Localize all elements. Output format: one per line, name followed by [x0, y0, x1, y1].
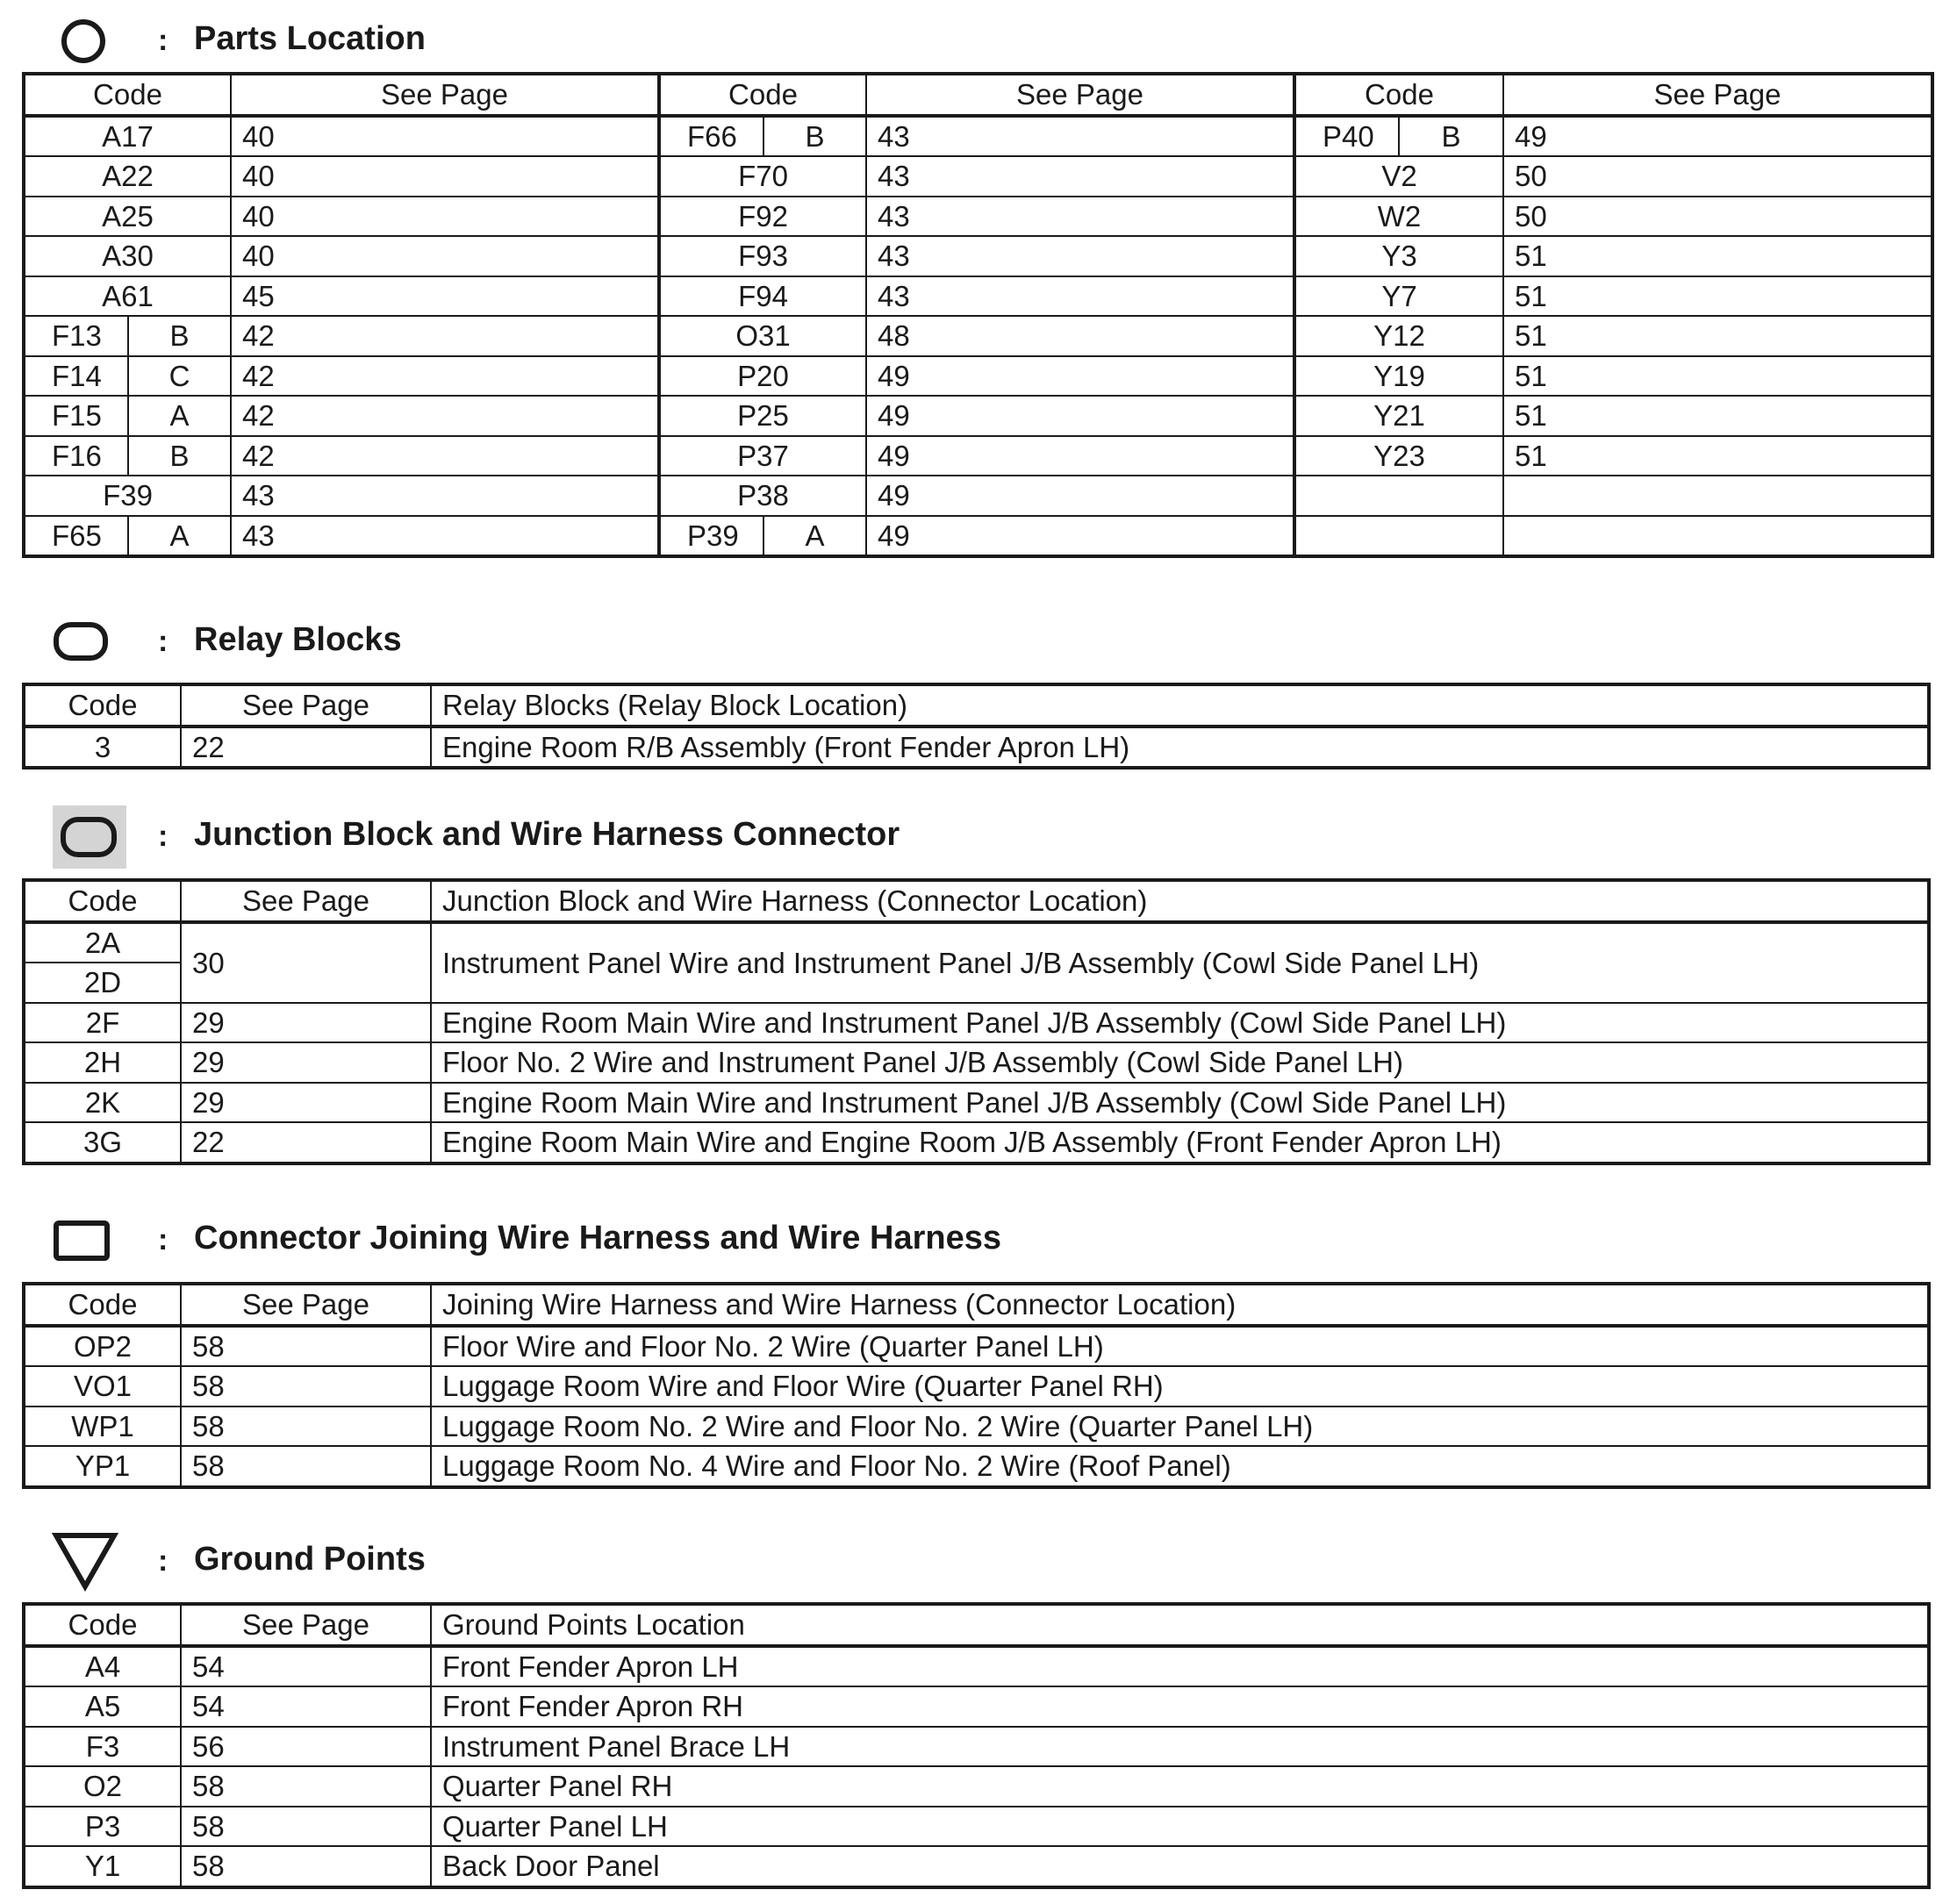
table-header-row — [24, 880, 1929, 922]
page-cell: 43 — [866, 116, 1294, 157]
connector-heading — [0, 1204, 1957, 1274]
parts-location-heading — [0, 4, 1957, 75]
table-row — [24, 1446, 1929, 1487]
page-cell: 51 — [1503, 316, 1932, 356]
code-value: F13 — [25, 317, 129, 355]
header-code: Code — [1294, 74, 1503, 116]
code-suffix: B — [169, 319, 190, 353]
description-cell: Luggage Room No. 4 Wire and Floor No. 2 Wire (Roof Panel) — [431, 1446, 1929, 1487]
code-cell: Y12 — [1294, 316, 1503, 356]
page-cell: 40 — [231, 116, 659, 157]
code-split — [661, 118, 865, 156]
code-cell: 2F — [24, 1003, 181, 1043]
table-row — [24, 1727, 1929, 1767]
table-row — [24, 1807, 1929, 1847]
relay-blocks-table — [22, 683, 1931, 769]
code-cell — [659, 116, 866, 157]
page-cell: 50 — [1503, 156, 1932, 197]
header-see-page: See Page — [866, 74, 1294, 116]
table-row — [24, 922, 1929, 963]
code-suffix: B — [169, 439, 190, 472]
table-header-row — [24, 1284, 1929, 1326]
code-split — [25, 317, 230, 355]
triangle-icon — [51, 1530, 119, 1592]
page-cell: 58 — [181, 1846, 431, 1887]
code-cell — [24, 516, 231, 557]
page-cell: 40 — [231, 236, 659, 276]
shaded-rounded-rect-icon — [60, 816, 118, 858]
code-cell: Y19 — [1294, 356, 1503, 397]
page-cell: 22 — [181, 727, 431, 769]
table-row — [24, 476, 1932, 516]
table-row — [24, 727, 1929, 769]
junction-block-table — [22, 878, 1931, 1165]
code-cell: A17 — [24, 116, 231, 157]
code-suffix: A — [169, 519, 190, 552]
table-row — [24, 1407, 1929, 1447]
code-cell: A22 — [24, 156, 231, 197]
header-description: Ground Points Location — [431, 1604, 1929, 1646]
table-row — [24, 1003, 1929, 1043]
description-cell: Front Fender Apron RH — [431, 1686, 1929, 1727]
code-cell: VO1 — [24, 1366, 181, 1407]
relay-blocks-heading — [0, 605, 1957, 676]
page-cell — [1503, 476, 1932, 516]
code-suffix: A — [805, 519, 825, 552]
description-cell: Front Fender Apron LH — [431, 1646, 1929, 1687]
page-cell: 43 — [866, 276, 1294, 317]
table-row — [24, 1042, 1929, 1083]
description-cell: Engine Room Main Wire and Instrument Panel J/B Assembly (Cowl Side Panel LH) — [431, 1083, 1929, 1123]
heading-colon: : — [158, 1544, 168, 1578]
page-cell: 50 — [1503, 197, 1932, 237]
heading-colon: : — [158, 24, 168, 57]
code-cell: A4 — [24, 1646, 181, 1687]
circle-icon — [60, 18, 107, 65]
code-cell: A5 — [24, 1686, 181, 1727]
code-split — [25, 517, 230, 555]
code-cell: YP1 — [24, 1446, 181, 1487]
page-cell: 49 — [866, 356, 1294, 397]
ground-points-heading — [0, 1525, 1957, 1595]
description-cell: Luggage Room No. 2 Wire and Floor No. 2 Wire (Quarter Panel LH) — [431, 1407, 1929, 1447]
table-header-row — [24, 74, 1932, 116]
header-see-page: See Page — [181, 1604, 431, 1646]
page-cell: 40 — [231, 197, 659, 237]
description-cell: Back Door Panel — [431, 1846, 1929, 1887]
page-cell: 58 — [181, 1807, 431, 1847]
description-cell: Engine Room Main Wire and Engine Room J/B Assembly (Front Fender Apron LH) — [431, 1122, 1929, 1163]
description-cell: Engine Room R/B Assembly (Front Fender Apron LH) — [431, 727, 1929, 769]
page-cell: 29 — [181, 1003, 431, 1043]
page-cell: 42 — [231, 436, 659, 476]
code-cell — [1294, 116, 1503, 157]
rectangle-icon — [53, 1220, 111, 1262]
page-cell: 54 — [181, 1686, 431, 1727]
junction-block-heading — [0, 800, 1957, 870]
code-split — [25, 357, 230, 396]
code-cell: O2 — [24, 1766, 181, 1807]
code-suffix: A — [169, 399, 190, 433]
code-cell: Y7 — [1294, 276, 1503, 317]
page-cell: 30 — [181, 922, 431, 1003]
header-code: Code — [24, 74, 231, 116]
table-row — [24, 516, 1932, 557]
heading-colon: : — [158, 1223, 168, 1256]
table-row — [24, 276, 1932, 317]
page-cell: 49 — [866, 436, 1294, 476]
page-cell: 48 — [866, 316, 1294, 356]
code-cell: A25 — [24, 197, 231, 237]
code-cell — [1294, 476, 1503, 516]
code-value: F15 — [25, 397, 129, 435]
description-cell: Floor No. 2 Wire and Instrument Panel J/B Assembly (Cowl Side Panel LH) — [431, 1042, 1929, 1083]
table-row — [24, 116, 1932, 157]
code-value: F66 — [661, 118, 764, 156]
connector-table — [22, 1282, 1931, 1489]
code-cell: V2 — [1294, 156, 1503, 197]
page-cell: 29 — [181, 1083, 431, 1123]
code-cell — [24, 396, 231, 436]
section-title-parts-location: Parts Location — [194, 20, 426, 57]
code-value: F16 — [25, 437, 129, 476]
code-split — [25, 437, 230, 476]
code-value: P40 — [1296, 118, 1400, 156]
description-cell: Instrument Panel Brace LH — [431, 1727, 1929, 1767]
description-cell: Quarter Panel RH — [431, 1766, 1929, 1807]
page-cell: 49 — [866, 516, 1294, 557]
section-title-ground-points: Ground Points — [194, 1541, 426, 1578]
table-row — [24, 1686, 1929, 1727]
table-row — [24, 316, 1932, 356]
header-code: Code — [24, 684, 181, 727]
header-description: Joining Wire Harness and Wire Harness (Connector Location) — [431, 1284, 1929, 1326]
heading-colon: : — [158, 820, 168, 853]
header-code: Code — [24, 1284, 181, 1326]
header-see-page: See Page — [181, 1284, 431, 1326]
description-cell: Floor Wire and Floor No. 2 Wire (Quarter Panel LH) — [431, 1326, 1929, 1367]
code-cell — [24, 316, 231, 356]
code-cell — [1294, 516, 1503, 557]
code-suffix: B — [1441, 119, 1461, 153]
code-cell: P25 — [659, 396, 866, 436]
page-cell: 51 — [1503, 356, 1932, 397]
code-cell: P38 — [659, 476, 866, 516]
table-row — [24, 1326, 1929, 1367]
header-description: Junction Block and Wire Harness (Connector Location) — [431, 880, 1929, 922]
code-cell: F39 — [24, 476, 231, 516]
code-cell: F70 — [659, 156, 866, 197]
section-title-junction-block: Junction Block and Wire Harness Connector — [194, 816, 900, 853]
page-cell: 22 — [181, 1122, 431, 1163]
page-cell: 58 — [181, 1766, 431, 1807]
code-split — [1296, 118, 1502, 156]
page-cell: 54 — [181, 1646, 431, 1687]
header-code: Code — [24, 1604, 181, 1646]
page-cell: 58 — [181, 1446, 431, 1487]
header-description: Relay Blocks (Relay Block Location) — [431, 684, 1929, 727]
page-cell: 40 — [231, 156, 659, 197]
table-row — [24, 1083, 1929, 1123]
header-see-page: See Page — [231, 74, 659, 116]
code-cell: W2 — [1294, 197, 1503, 237]
page-cell: 43 — [866, 236, 1294, 276]
code-cell: O31 — [659, 316, 866, 356]
header-code: Code — [24, 880, 181, 922]
header-see-page: See Page — [1503, 74, 1932, 116]
page-cell: 43 — [866, 156, 1294, 197]
code-split — [25, 397, 230, 435]
code-cell: OP2 — [24, 1326, 181, 1367]
header-see-page: See Page — [181, 880, 431, 922]
table-row — [24, 436, 1932, 476]
page-cell: 49 — [866, 476, 1294, 516]
rounded-rect-icon — [53, 621, 109, 662]
code-value: F14 — [25, 357, 129, 396]
code-value: F65 — [25, 517, 129, 555]
code-cell: A61 — [24, 276, 231, 317]
code-suffix: B — [805, 119, 825, 153]
code-value: P39 — [661, 517, 764, 555]
table-row — [24, 1846, 1929, 1887]
code-cell: F3 — [24, 1727, 181, 1767]
page-cell: 51 — [1503, 396, 1932, 436]
page-cell: 42 — [231, 356, 659, 397]
page-cell: 49 — [1503, 116, 1932, 157]
code-cell: Y3 — [1294, 236, 1503, 276]
description-cell: Luggage Room Wire and Floor Wire (Quarter Panel RH) — [431, 1366, 1929, 1407]
page-cell: 51 — [1503, 236, 1932, 276]
code-cell: F94 — [659, 276, 866, 317]
page-cell: 49 — [866, 396, 1294, 436]
code-suffix: C — [168, 359, 190, 392]
code-cell: 2K — [24, 1083, 181, 1123]
table-row — [24, 356, 1932, 397]
table-row — [24, 236, 1932, 276]
code-cell: A30 — [24, 236, 231, 276]
page-cell: 51 — [1503, 276, 1932, 317]
code-cell: F92 — [659, 197, 866, 237]
table-header-row — [24, 684, 1929, 727]
code-cell — [24, 356, 231, 397]
page-cell: 45 — [231, 276, 659, 317]
code-cell: 2H — [24, 1042, 181, 1083]
description-cell: Instrument Panel Wire and Instrument Panel J/B Assembly (Cowl Side Panel LH) — [431, 922, 1929, 1003]
table-row — [24, 1766, 1929, 1807]
page-cell: 58 — [181, 1407, 431, 1447]
code-cell: 2D — [24, 963, 181, 1003]
description-cell: Quarter Panel LH — [431, 1807, 1929, 1847]
page-cell — [1503, 516, 1932, 557]
page-cell: 42 — [231, 396, 659, 436]
table-header-row — [24, 1604, 1929, 1646]
code-cell: P37 — [659, 436, 866, 476]
table-row — [24, 1122, 1929, 1163]
code-cell: 2A — [24, 922, 181, 963]
page-cell: 51 — [1503, 436, 1932, 476]
table-row — [24, 197, 1932, 237]
code-cell: P20 — [659, 356, 866, 397]
table-row — [24, 396, 1932, 436]
table-row — [24, 1646, 1929, 1687]
code-cell: Y23 — [1294, 436, 1503, 476]
page-cell: 58 — [181, 1326, 431, 1367]
code-cell: WP1 — [24, 1407, 181, 1447]
code-cell — [659, 516, 866, 557]
code-cell: P3 — [24, 1807, 181, 1847]
header-see-page: See Page — [181, 684, 431, 727]
page-cell: 42 — [231, 316, 659, 356]
page-cell: 43 — [231, 516, 659, 557]
code-cell: Y1 — [24, 1846, 181, 1887]
parts-location-table — [22, 72, 1934, 558]
code-cell: 3 — [24, 727, 181, 769]
code-cell: F93 — [659, 236, 866, 276]
page-cell: 43 — [866, 197, 1294, 237]
page-cell: 29 — [181, 1042, 431, 1083]
heading-colon: : — [158, 625, 168, 658]
header-code: Code — [659, 74, 866, 116]
page-cell: 56 — [181, 1727, 431, 1767]
ground-points-table — [22, 1602, 1931, 1889]
description-cell: Engine Room Main Wire and Instrument Panel J/B Assembly (Cowl Side Panel LH) — [431, 1003, 1929, 1043]
code-cell — [24, 436, 231, 476]
page-cell: 43 — [231, 476, 659, 516]
section-title-connector: Connector Joining Wire Harness and Wire Harness — [194, 1220, 1001, 1256]
code-cell: Y21 — [1294, 396, 1503, 436]
table-row — [24, 1366, 1929, 1407]
code-split — [661, 517, 865, 555]
section-title-relay-blocks: Relay Blocks — [194, 621, 402, 658]
table-row — [24, 156, 1932, 197]
code-cell: 3G — [24, 1122, 181, 1163]
page-cell: 58 — [181, 1366, 431, 1407]
